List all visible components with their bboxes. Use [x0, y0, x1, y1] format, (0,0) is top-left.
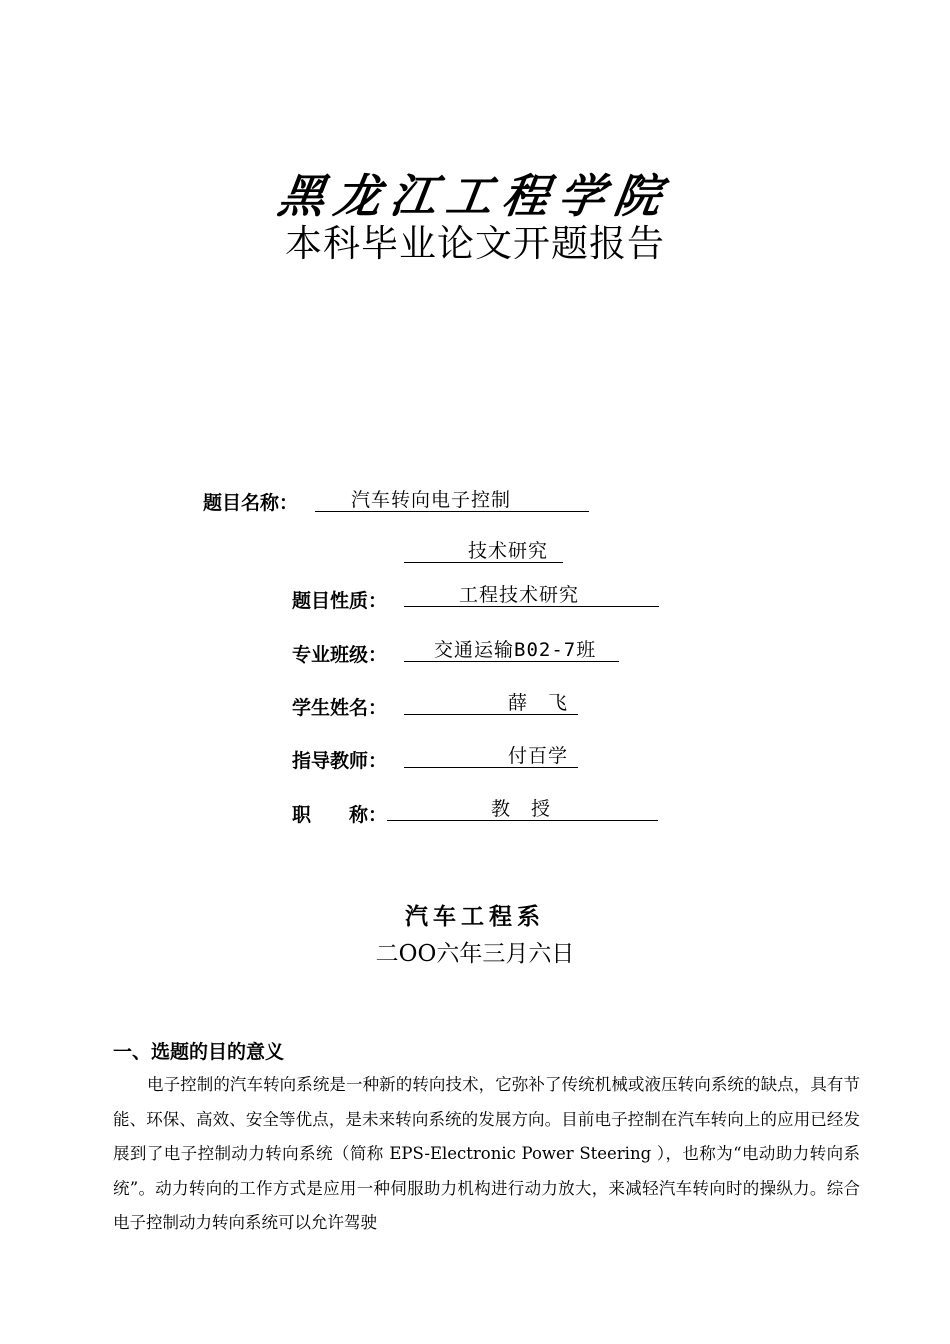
- topic-value-line1: 汽车转向电子控制: [351, 489, 512, 511]
- student-value: 薛 飞: [508, 692, 569, 714]
- school-name-calligraphy: 黑龙江工程学院: [274, 169, 675, 223]
- report-title: 本科毕业论文开题报告: [285, 222, 665, 265]
- title-label: 职 称：: [292, 804, 388, 826]
- topic-label: 题目名称：: [203, 492, 299, 514]
- nature-value: 工程技术研究: [459, 584, 580, 606]
- advisor-underline: [404, 741, 578, 768]
- section-heading: 一、选题的目的意义: [113, 1041, 285, 1063]
- class-underline: [404, 635, 619, 662]
- title-underline: [387, 794, 658, 821]
- advisor-value: 付百学: [508, 745, 569, 767]
- student-underline: [404, 688, 578, 715]
- nature-underline: [404, 580, 659, 607]
- topic-value-line2: 技术研究: [468, 540, 549, 562]
- class-value: 交通运输B02-7班: [434, 639, 597, 661]
- section-paragraph: 电子控制的汽车转向系统是一种新的转向技术，它弥补了传统机械或液压转向系统的缺点，具有节能、环保、高效、安全等优点，是未来转向系统的发展方向。目前电子控制在汽车转向上的应用已经发展到了电子控制动力转向系统（简称 EPS-Electronic Power Steering ），也称为“电动助力转向系统”。动力转向的工作方式是应用一种伺服助力机构进行动力放大，来减轻汽车转向时的操纵力。综合电子控制动力转向系统可以允许驾驶: [113, 1075, 860, 1232]
- report-date: 二OO六年三月六日: [375, 941, 575, 967]
- topic-line1-underline: [315, 485, 589, 512]
- class-label: 专业班级：: [292, 644, 388, 666]
- title-value: 教 授: [491, 798, 552, 820]
- department-name: 汽车工程系: [405, 904, 545, 930]
- topic-line2-underline: [404, 536, 563, 563]
- nature-label: 题目性质：: [292, 590, 388, 612]
- student-label: 学生姓名：: [292, 697, 388, 719]
- advisor-label: 指导教师：: [292, 750, 388, 772]
